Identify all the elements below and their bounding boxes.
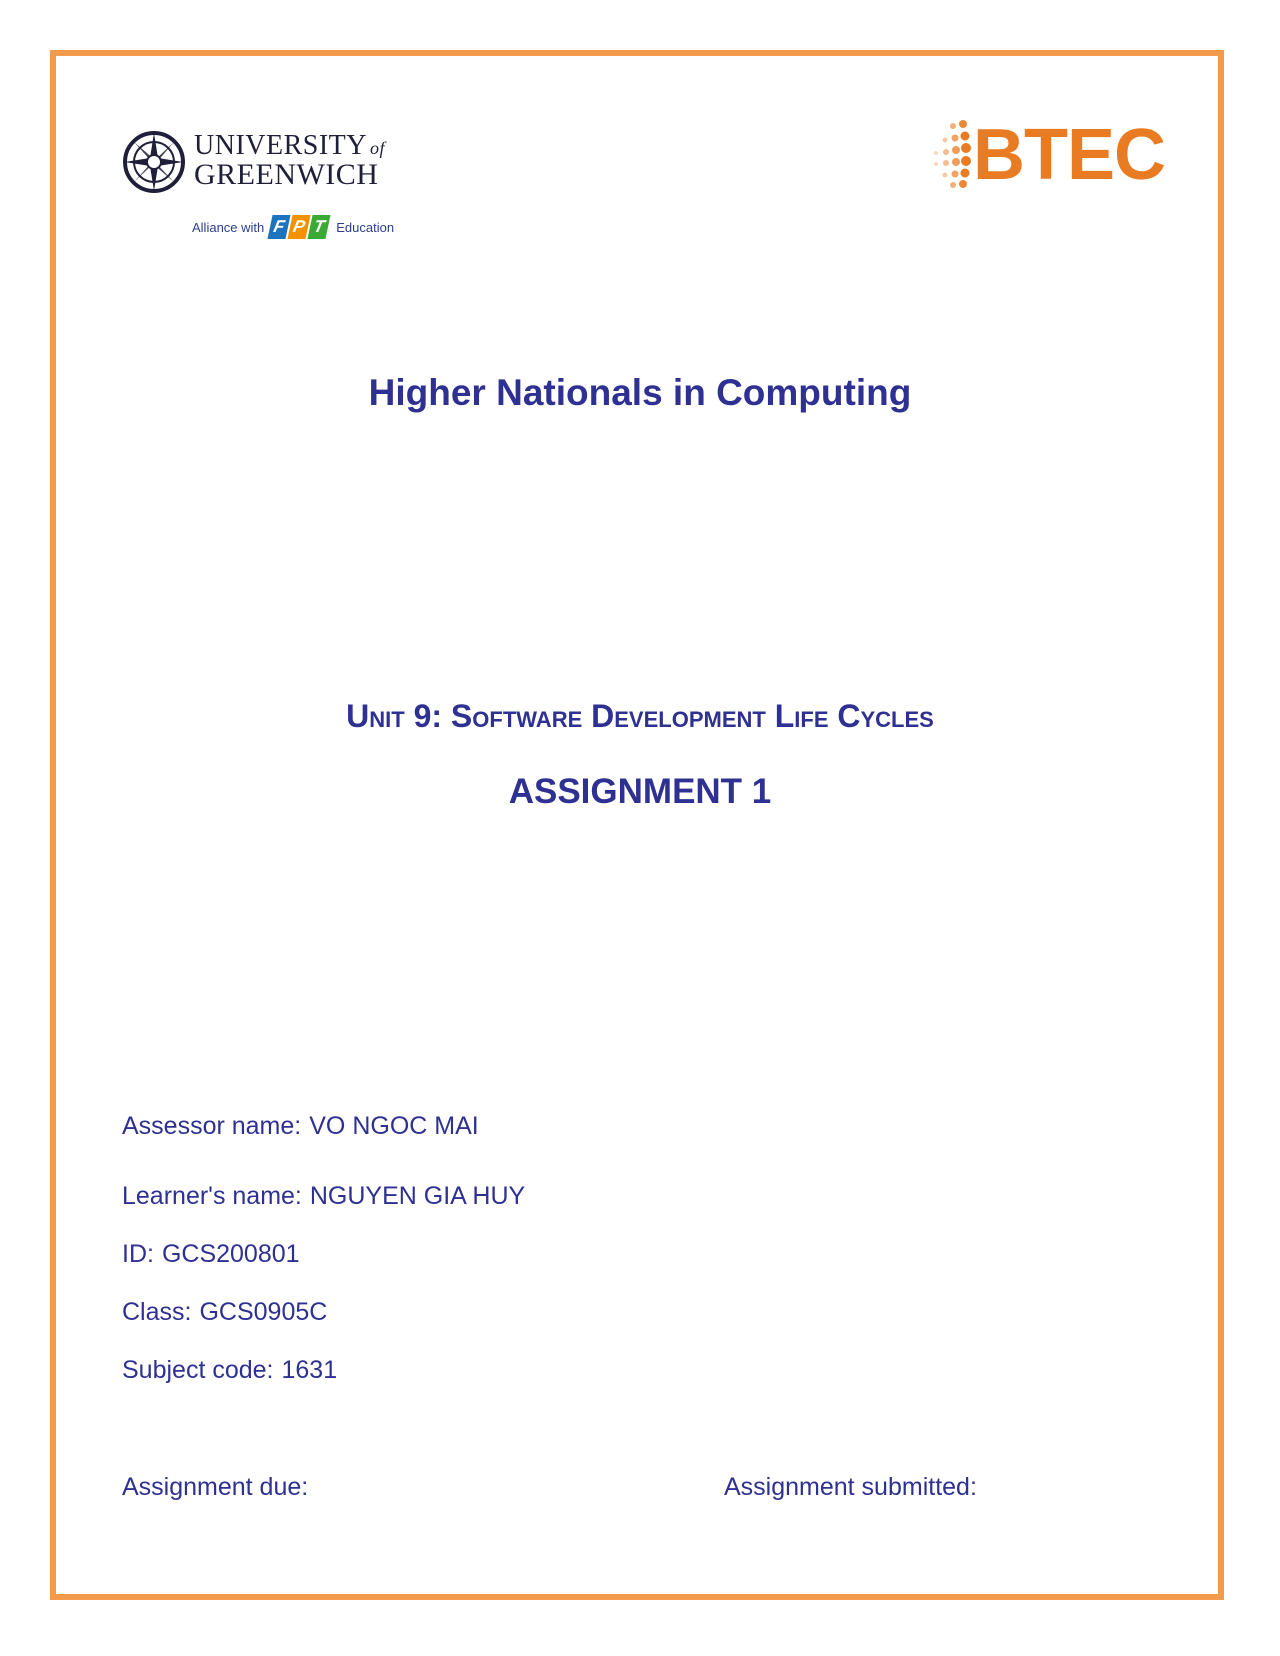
- learner-name-row: [122, 1182, 525, 1211]
- alliance-fpt-education: [192, 210, 394, 244]
- assessor-value: VO NGOC MAI: [309, 1112, 479, 1140]
- btec-dots-icon: [925, 112, 975, 198]
- learner-label: Learner's name:: [122, 1182, 302, 1210]
- fpt-letter-f: F: [268, 215, 291, 239]
- fpt-logo: [270, 215, 330, 239]
- subject-code-row: [122, 1356, 337, 1385]
- fpt-letter-p: P: [288, 215, 311, 239]
- learner-value: NGUYEN GIA HUY: [309, 1182, 526, 1210]
- alliance-suffix: Education: [336, 219, 395, 235]
- assignment-due-label: Assignment due:: [122, 1473, 309, 1501]
- subject-code-label: Subject code:: [122, 1356, 274, 1384]
- unit-title: Unit 9: Software Development Life Cycles: [346, 698, 934, 734]
- subject-code-value: 1631: [281, 1356, 338, 1384]
- university-name-line1: UNIVERSITY of: [194, 130, 386, 161]
- class-label: Class:: [122, 1298, 192, 1326]
- alliance-prefix: Alliance with: [192, 219, 265, 235]
- assignment-submitted-label: Assignment submitted:: [724, 1473, 977, 1501]
- id-label: ID:: [122, 1240, 154, 1268]
- assessor-name-row: [122, 1112, 479, 1141]
- page-title: Higher Nationals in Computing: [368, 372, 912, 413]
- class-value: GCS0905C: [199, 1298, 328, 1326]
- university-name-line2: GREENWICH: [194, 158, 379, 191]
- assignment-title: ASSIGNMENT 1: [508, 772, 772, 811]
- btec-wordmark: BTEC: [973, 115, 1165, 195]
- btec-logo: [925, 112, 1175, 198]
- assessor-label: Assessor name:: [122, 1112, 302, 1140]
- university-of-greenwich-logo: [122, 128, 412, 246]
- id-value: GCS200801: [161, 1240, 300, 1268]
- class-row: [122, 1298, 327, 1327]
- id-row: [122, 1240, 300, 1269]
- fpt-letter-t: T: [308, 215, 331, 239]
- greenwich-seal-icon: [122, 130, 186, 194]
